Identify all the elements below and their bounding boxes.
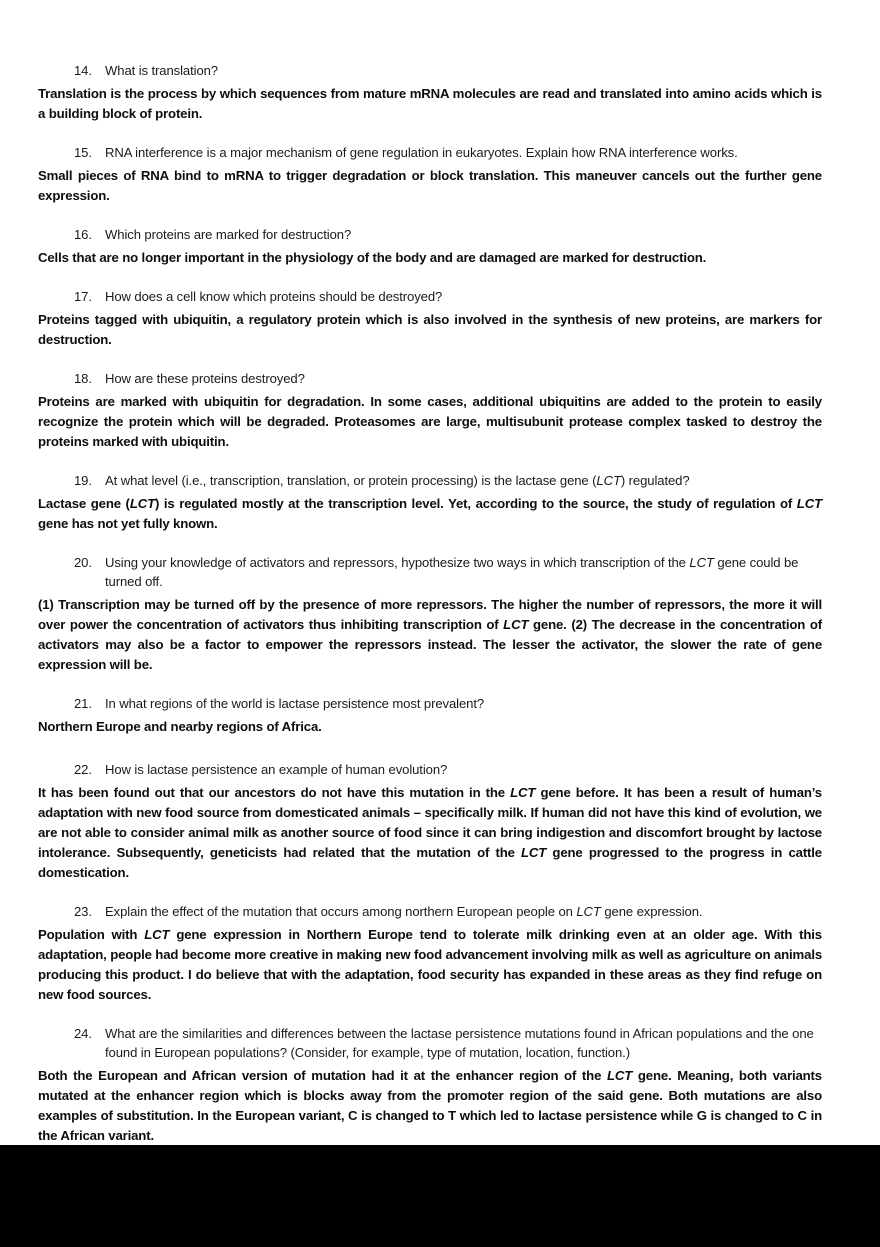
- answer-18: Proteins are marked with ubiquitin for degradation. In some cases, additional ubiquitins are added to the protein to easily recognize the protein which will be degraded. Proteasomes are large, multisubunit protease complex tasked to destroy the proteins marked with ubiquitin.: [38, 393, 822, 449]
- qa-block-16: [38, 226, 822, 268]
- qa-block-21: [38, 695, 822, 737]
- answer-20: (1) Transcription may be turned off by the presence of more repressors. The higher the number of repressors, the more it will over power the concentration of activators thus inhibiting transcription of LCT gene. (2) The decrease in the concentration of activators may also be a factor to empower the repressors instead. The lesser the activator, the slower the rate of gene expression will be.: [38, 596, 822, 672]
- answer-22: It has been found out that our ancestors do not have this mutation in the LCT gene before. It has been a result of human’s adaptation with new food source from domesticated animals – specifically milk. If human did not have this kind of evolution, we are not able to consider animal milk as another source of food since it can bring indigestion and discomfort brought by lactose intolerance. Subsequently, geneticists had related that the mutation of the LCT gene progressed to the progress in cattle domestication.: [38, 784, 822, 880]
- question-number-18: 18.: [74, 370, 92, 386]
- question-number-15: 15.: [74, 144, 92, 160]
- question-text-20: Using your knowledge of activators and repressors, hypothesize two ways in which transcription of the LCT gene could be turned off.: [105, 554, 799, 589]
- answer-24: Both the European and African version of mutation had it at the enhancer region of the LCT gene. Meaning, both variants mutated at the enhancer region which is blocks away from the promoter region of the said gene. Both mutations are also examples of substitution. In the European variant, C is changed to T which led to lactase persistence while G is changed to C in the African variant.: [38, 1067, 822, 1143]
- spacer: [38, 1005, 822, 1025]
- qa-block-18: [38, 370, 822, 452]
- spacer: [38, 737, 822, 761]
- qa-block-19: [38, 472, 822, 534]
- question-number-20: 20.: [74, 554, 92, 570]
- spacer: [38, 452, 822, 472]
- answer-17: Proteins tagged with ubiquitin, a regulatory protein which is also involved in the synthesis of new proteins, are markers for destruction.: [38, 311, 822, 347]
- question-text-19: At what level (i.e., transcription, translation, or protein processing) is the lactase gene (LCT) regulated?: [105, 472, 690, 488]
- question-number-17: 17.: [74, 288, 92, 304]
- question-16: [74, 226, 822, 245]
- question-20: [74, 554, 822, 592]
- spacer: [38, 268, 822, 288]
- question-number-24: 24.: [74, 1025, 92, 1041]
- question-24: [74, 1025, 822, 1063]
- answer-14: Translation is the process by which sequences from mature mRNA molecules are read and translated into amino acids which is a building block of protein.: [38, 85, 822, 121]
- answer-19: Lactase gene (LCT) is regulated mostly at the transcription level. Yet, according to the source, the study of regulation of LCT gene has not yet fully known.: [38, 495, 822, 531]
- qa-block-24: [38, 1025, 822, 1146]
- question-19: [74, 472, 822, 491]
- answer-15: Small pieces of RNA bind to mRNA to trigger degradation or block translation. This maneuver cancels out the further gene expression.: [38, 167, 822, 203]
- question-22: [74, 761, 822, 780]
- answer-16: Cells that are no longer important in the physiology of the body and are damaged are marked for destruction.: [38, 249, 707, 265]
- question-number-21: 21.: [74, 695, 92, 711]
- footer-black-band: [0, 1145, 880, 1247]
- spacer: [38, 206, 822, 226]
- question-text-15: RNA interference is a major mechanism of gene regulation in eukaryotes. Explain how RNA interference works.: [105, 144, 738, 160]
- question-21: [74, 695, 822, 714]
- question-14: [74, 62, 822, 81]
- spacer: [38, 350, 822, 370]
- question-number-22: 22.: [74, 761, 92, 777]
- qa-block-20: [38, 554, 822, 675]
- spacer: [38, 124, 822, 144]
- question-number-23: 23.: [74, 903, 92, 919]
- answer-21: Northern Europe and nearby regions of Africa.: [38, 718, 322, 734]
- question-number-14: 14.: [74, 63, 92, 78]
- question-text-16: Which proteins are marked for destruction?: [105, 226, 352, 242]
- spacer: [38, 534, 822, 554]
- question-17: [74, 288, 822, 307]
- question-text-14: What is translation?: [105, 63, 218, 78]
- answer-23: Population with LCT gene expression in Northern Europe tend to tolerate milk drinking even at an older age. With this adaptation, people had become more creative in making new food advancement involving milk as well as agriculture on animals producing this product. I do believe that with the adaptation, food security has expanded in these areas as they find refuge on new food sources.: [38, 926, 823, 1002]
- qa-block-17: [38, 288, 822, 350]
- question-text-17: How does a cell know which proteins should be destroyed?: [105, 288, 443, 304]
- spacer: [38, 675, 822, 695]
- qa-block-23: [38, 903, 822, 1005]
- qa-block-15: [38, 144, 822, 206]
- question-text-24: What are the similarities and differences between the lactase persistence mutations found in African populations and the one found in European populations? (Consider, for example, type of mutation, location, function.): [105, 1025, 814, 1060]
- spacer: [38, 883, 822, 903]
- question-number-16: 16.: [74, 226, 92, 242]
- question-text-23: Explain the effect of the mutation that occurs among northern European people on LCT gene expression.: [105, 903, 703, 919]
- question-18: [74, 370, 822, 389]
- question-number-19: 19.: [74, 472, 92, 488]
- document-body: [38, 62, 822, 1146]
- question-23: [74, 903, 822, 922]
- question-text-22: How is lactase persistence an example of human evolution?: [105, 761, 448, 777]
- qa-block-14: [38, 62, 822, 124]
- question-text-18: How are these proteins destroyed?: [105, 370, 305, 386]
- qa-block-22: [38, 761, 822, 883]
- question-15: [74, 144, 822, 163]
- question-text-21: In what regions of the world is lactase persistence most prevalent?: [105, 695, 485, 711]
